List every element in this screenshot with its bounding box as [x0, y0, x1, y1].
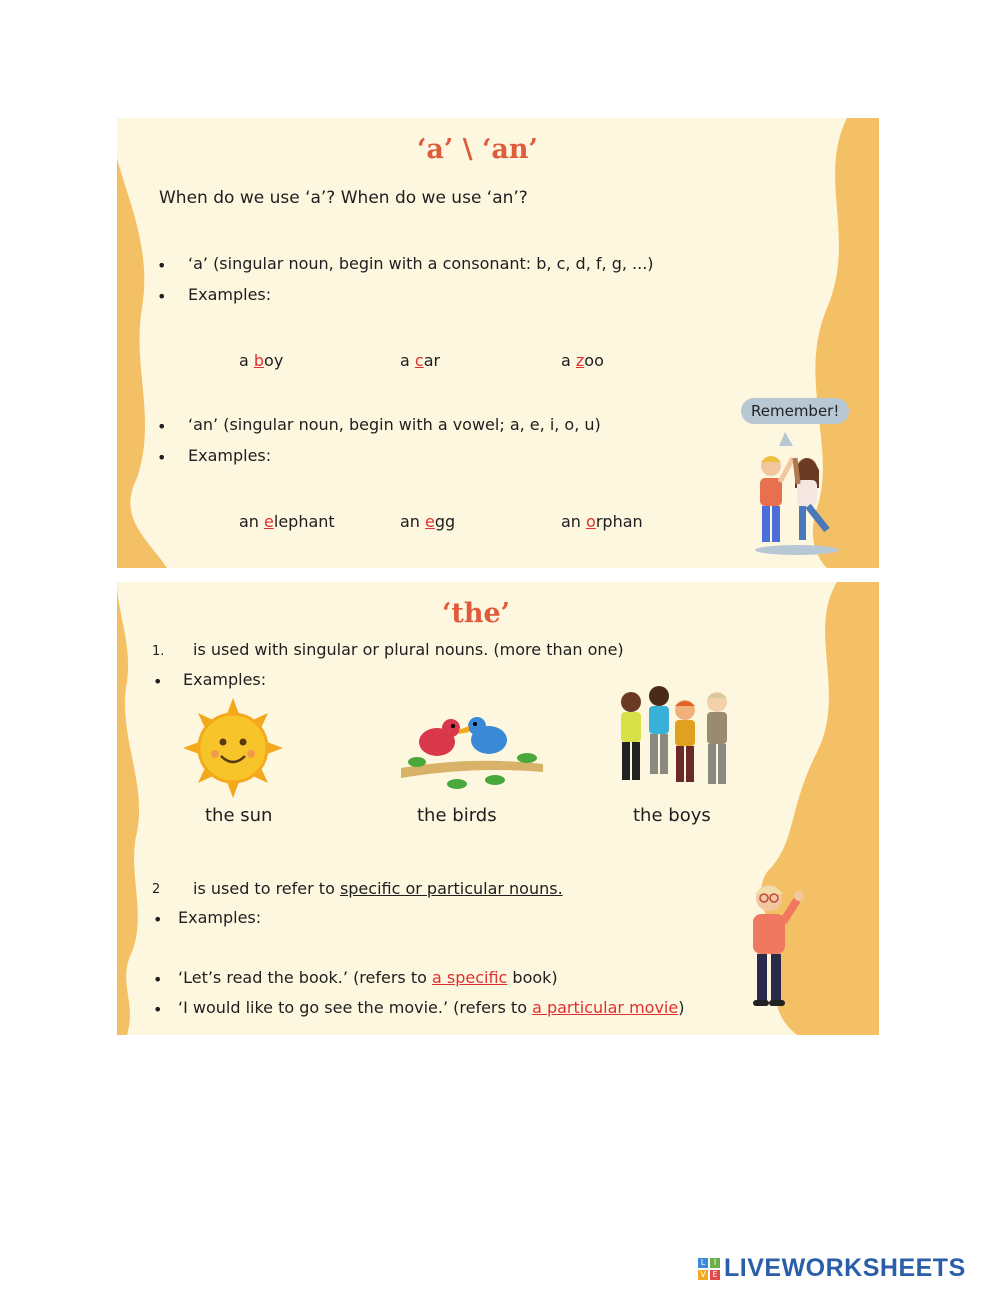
example-sentence: ‘Let’s read the book.’ (refers to a specific book) [178, 968, 558, 987]
caption-sun: the sun [205, 805, 273, 826]
rule-2-text: is used to refer to specific or particular nouns. [193, 879, 563, 898]
logo-tile: I [710, 1258, 720, 1268]
bullet-dot: • [153, 910, 163, 929]
question-text: When do we use ‘a’? When do we use ‘an’? [159, 188, 528, 208]
example-word: a zoo [561, 351, 604, 370]
logo-tiles [698, 1258, 720, 1280]
sun-illustration [181, 696, 285, 800]
rule-number: 1. [152, 644, 165, 659]
boys-illustration [613, 682, 743, 794]
bullet-dot: • [157, 448, 167, 467]
example-word: a car [400, 351, 441, 370]
logo-tile: V [698, 1270, 708, 1280]
example-word: an egg [400, 512, 456, 531]
rule-1-text: is used with singular or plural nouns. (more than one) [193, 640, 624, 659]
rule-number: 2 [152, 882, 161, 897]
waving-boy-illustration [741, 878, 811, 1010]
remember-bubble: Remember! [741, 398, 849, 424]
example-sentence: ‘I would like to go see the movie.’ (refers to a particular movie) [178, 998, 685, 1017]
logo-text: LIVEWORKSHEETS [724, 1254, 966, 1282]
slide-title: ‘the’ [442, 598, 511, 629]
bullet-dot: • [153, 672, 163, 691]
example-word: an orphan [561, 512, 643, 531]
caption-boys: the boys [633, 805, 711, 826]
slide-the [117, 582, 879, 1035]
bullet-dot: • [153, 970, 163, 989]
high-five-kids-illustration [747, 428, 847, 558]
example-word: an elephant [239, 512, 335, 531]
logo-tile: E [710, 1270, 720, 1280]
examples-label: Examples: [183, 670, 267, 689]
bullet-dot: • [153, 1000, 163, 1019]
slide-a-an [117, 118, 879, 568]
caption-birds: the birds [417, 805, 497, 826]
examples-label: Examples: [188, 285, 272, 304]
bullet-dot: • [157, 256, 167, 275]
bullet-dot: • [157, 417, 167, 436]
logo-tile: L [698, 1258, 708, 1268]
examples-label: Examples: [188, 446, 272, 465]
birds-illustration [397, 706, 547, 794]
examples-label: Examples: [178, 908, 262, 927]
rule-a-text: ‘a’ (singular noun, begin with a consonant: b, c, d, f, g, ...) [188, 254, 654, 273]
slide-title: ‘a’ \ ‘an’ [417, 134, 538, 165]
example-word: a boy [239, 351, 284, 370]
rule-an-text: ‘an’ (singular noun, begin with a vowel; a, e, i, o, u) [188, 415, 601, 434]
bullet-dot: • [157, 287, 167, 306]
liveworksheets-logo [698, 1254, 966, 1283]
